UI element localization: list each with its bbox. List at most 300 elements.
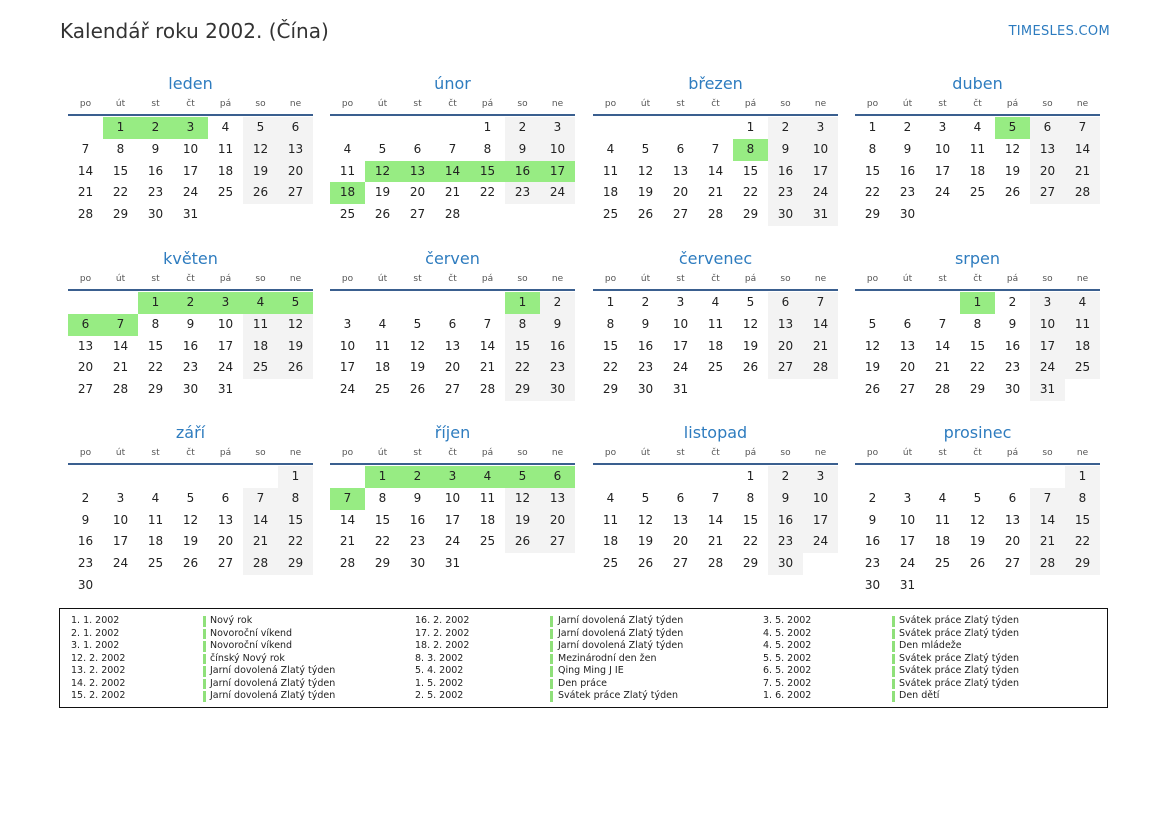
day-cell: 20 <box>77 360 94 375</box>
day-cell: 20 <box>217 534 234 549</box>
weekday-label: út <box>377 448 388 458</box>
day-cell: 5 <box>641 490 650 505</box>
day-cell: 17 <box>1030 336 1065 358</box>
day-cell: 23 <box>864 556 881 571</box>
day-cell: 11 <box>217 141 234 156</box>
day-cell: 4 <box>938 490 947 505</box>
day-cell: 11 <box>602 512 619 527</box>
month-name: květen <box>163 249 218 268</box>
day-cell: 4 <box>1065 292 1100 314</box>
day-cell: 3 <box>343 316 352 331</box>
day-cell: 18 <box>1065 336 1100 358</box>
day-cell: 17 <box>899 534 916 549</box>
day-cell: 22 <box>374 534 391 549</box>
day-cell: 1 <box>1065 466 1100 488</box>
holiday-day-cell: 13 <box>400 161 435 183</box>
day-cell: 20 <box>672 534 689 549</box>
day-cell: 30 <box>1004 382 1021 397</box>
day-cell: 15 <box>278 510 313 532</box>
weekday-label: po <box>341 99 354 109</box>
legend-color-bar <box>550 641 553 652</box>
legend-color-bar <box>550 679 553 690</box>
empty-cell <box>435 292 470 314</box>
empty-cell <box>330 292 365 314</box>
day-cell: 16 <box>147 163 164 178</box>
day-cell: 29 <box>742 556 759 571</box>
day-cell: 4 <box>221 120 230 134</box>
day-cell: 27 <box>409 207 426 222</box>
day-cell: 28 <box>77 207 94 222</box>
day-cell: 9 <box>413 490 422 505</box>
weekday-label: čt <box>448 99 457 109</box>
brand-link[interactable]: TIMESLES.COM <box>1008 24 1110 39</box>
weekday-label: so <box>1042 99 1053 109</box>
legend-holiday-name: Svátek práce Zlatý týden <box>899 665 1019 676</box>
day-cell: 19 <box>637 185 654 200</box>
month-září <box>68 422 313 597</box>
month-duben <box>855 73 1100 226</box>
day-cell: 12 <box>278 314 313 336</box>
day-cell: 17 <box>672 338 689 353</box>
day-cell: 26 <box>409 382 426 397</box>
day-cell: 30 <box>768 204 803 226</box>
weekday-label: pá <box>219 99 232 109</box>
legend-date: 1. 1. 2002 <box>71 615 120 626</box>
weekday-label: so <box>255 448 266 458</box>
day-grid <box>330 117 575 226</box>
legend-holiday-name: Jarní dovolená Zlatý týden <box>210 665 336 676</box>
holiday-day-cell: 1 <box>103 117 138 139</box>
day-cell: 12 <box>505 488 540 510</box>
day-cell: 30 <box>864 577 881 592</box>
day-cell: 9 <box>81 512 90 527</box>
day-cell: 21 <box>707 185 724 200</box>
empty-cell <box>925 292 960 314</box>
day-cell: 23 <box>637 360 654 375</box>
day-cell: 11 <box>339 163 356 178</box>
day-cell: 21 <box>1030 531 1065 553</box>
weekday-label: pá <box>219 448 232 458</box>
day-cell: 13 <box>217 512 234 527</box>
legend-holiday-name: Jarní dovolená Zlatý týden <box>210 677 336 689</box>
weekday-label: ne <box>551 99 564 109</box>
day-grid <box>593 117 838 226</box>
weekday-label: so <box>517 448 528 458</box>
weekday-header <box>855 445 1100 461</box>
day-cell: 29 <box>742 207 759 222</box>
legend-color-bar <box>550 654 553 665</box>
empty-cell <box>628 117 663 139</box>
day-cell: 12 <box>637 512 654 527</box>
day-cell: 21 <box>444 185 461 200</box>
day-cell: 3 <box>116 490 125 505</box>
weekday-label: čt <box>186 99 195 109</box>
legend-row <box>763 665 1103 678</box>
legend-row <box>415 690 755 703</box>
day-cell: 10 <box>672 316 689 331</box>
legend-holiday-name: Nový rok <box>210 615 253 626</box>
day-cell: 25 <box>707 360 724 375</box>
day-cell: 29 <box>602 382 619 397</box>
day-cell: 22 <box>479 185 496 200</box>
day-cell: 13 <box>899 338 916 353</box>
legend-date: 15. 2. 2002 <box>71 690 126 701</box>
month-name: červenec <box>678 249 753 268</box>
weekday-label: po <box>866 448 879 458</box>
day-cell: 2 <box>868 490 877 505</box>
day-cell: 26 <box>969 556 986 571</box>
empty-cell <box>628 466 663 488</box>
legend-color-bar <box>892 629 895 640</box>
weekday-label: pá <box>1006 448 1019 458</box>
legend-holiday-name: Jarní dovolená Zlatý týden <box>558 640 684 651</box>
day-cell: 17 <box>182 163 199 178</box>
weekday-label: ne <box>814 274 827 284</box>
month-name: říjen <box>434 423 471 442</box>
day-cell: 14 <box>934 338 951 353</box>
day-cell: 30 <box>182 382 199 397</box>
day-cell: 20 <box>899 360 916 375</box>
day-cell: 24 <box>182 185 199 200</box>
weekday-label: čt <box>711 99 720 109</box>
day-cell: 27 <box>540 531 575 553</box>
day-cell: 28 <box>112 382 129 397</box>
empty-cell <box>400 117 435 139</box>
day-grid <box>330 466 575 575</box>
day-cell: 25 <box>602 207 619 222</box>
day-cell: 4 <box>606 141 615 156</box>
day-grid <box>68 292 313 401</box>
day-cell: 20 <box>768 336 803 358</box>
day-grid <box>855 292 1100 401</box>
day-cell: 8 <box>116 141 125 156</box>
legend-color-bar <box>892 691 895 702</box>
day-cell: 31 <box>217 382 234 397</box>
day-cell: 17 <box>803 510 838 532</box>
day-cell: 9 <box>505 139 540 161</box>
day-cell: 26 <box>182 556 199 571</box>
day-cell: 15 <box>374 512 391 527</box>
header-rule <box>330 463 575 465</box>
legend-holiday-name: Svátek práce Zlatý týden <box>899 627 1019 639</box>
empty-cell <box>890 466 925 488</box>
weekday-label: út <box>640 448 651 458</box>
day-cell: 20 <box>540 510 575 532</box>
day-grid <box>593 292 838 401</box>
day-cell: 3 <box>803 117 838 139</box>
weekday-label: ne <box>814 448 827 458</box>
day-cell: 29 <box>969 382 986 397</box>
header-rule <box>593 463 838 465</box>
legend-color-bar <box>550 691 553 702</box>
day-cell: 27 <box>77 382 94 397</box>
day-cell: 10 <box>182 141 199 156</box>
day-cell: 25 <box>479 534 496 549</box>
weekday-header <box>68 96 313 112</box>
legend-date: 1. 6. 2002 <box>763 690 812 701</box>
day-cell: 2 <box>768 117 803 139</box>
day-cell: 20 <box>672 185 689 200</box>
weekday-label: ne <box>814 99 827 109</box>
empty-cell <box>243 466 278 488</box>
header-rule <box>68 463 313 465</box>
header-rule <box>330 289 575 291</box>
legend-holiday-name: Jarní dovolená Zlatý týden <box>558 615 684 626</box>
day-cell: 9 <box>186 316 195 331</box>
day-cell: 7 <box>1030 488 1065 510</box>
day-cell: 28 <box>1030 553 1065 575</box>
day-cell: 22 <box>505 357 540 379</box>
day-cell: 17 <box>217 338 234 353</box>
day-cell: 13 <box>672 163 689 178</box>
day-cell: 25 <box>934 556 951 571</box>
day-cell: 21 <box>934 360 951 375</box>
empty-cell <box>663 117 698 139</box>
day-grid <box>68 117 313 226</box>
day-cell: 1 <box>868 120 877 134</box>
day-grid <box>855 466 1100 597</box>
weekday-label: po <box>79 448 92 458</box>
day-cell: 24 <box>217 360 234 375</box>
weekday-header <box>330 445 575 461</box>
day-cell: 18 <box>934 534 951 549</box>
page-title: Kalendář roku 2002. (Čína) <box>60 19 329 43</box>
empty-cell <box>68 117 103 139</box>
day-cell: 8 <box>483 141 492 156</box>
day-cell: 29 <box>505 379 540 401</box>
legend-row <box>71 640 411 653</box>
legend-color-bar <box>550 666 553 677</box>
day-cell: 27 <box>217 556 234 571</box>
day-cell: 4 <box>151 490 160 505</box>
weekday-label: po <box>604 274 617 284</box>
holiday-day-cell: 2 <box>400 466 435 488</box>
day-cell: 5 <box>378 141 387 156</box>
empty-cell <box>470 292 505 314</box>
day-cell: 25 <box>147 556 164 571</box>
weekday-label: po <box>604 448 617 458</box>
day-cell: 12 <box>864 338 881 353</box>
weekday-label: po <box>79 274 92 284</box>
day-cell: 18 <box>479 512 496 527</box>
day-cell: 3 <box>803 466 838 488</box>
day-cell: 29 <box>278 553 313 575</box>
empty-cell <box>400 292 435 314</box>
day-cell: 27 <box>672 207 689 222</box>
legend-holiday-name: Den mládeže <box>899 640 962 651</box>
weekday-label: st <box>151 448 160 458</box>
legend-color-bar <box>892 666 895 677</box>
legend-date: 12. 2. 2002 <box>71 652 126 664</box>
day-cell: 18 <box>969 163 986 178</box>
legend-row <box>763 678 1103 691</box>
day-cell: 24 <box>1030 357 1065 379</box>
day-cell: 28 <box>1065 182 1100 204</box>
day-cell: 9 <box>768 139 803 161</box>
legend-row <box>763 628 1103 641</box>
empty-cell <box>103 292 138 314</box>
day-cell: 26 <box>278 357 313 379</box>
holiday-day-cell: 6 <box>68 314 103 336</box>
legend-color-bar <box>550 616 553 627</box>
header-rule <box>593 114 838 116</box>
day-cell: 9 <box>768 488 803 510</box>
legend-row <box>71 665 411 678</box>
day-cell: 8 <box>378 490 387 505</box>
day-cell: 19 <box>1004 163 1021 178</box>
legend-row <box>763 615 1103 628</box>
legend-row <box>415 640 755 653</box>
weekday-label: út <box>902 99 913 109</box>
holiday-day-cell: 4 <box>243 292 278 314</box>
month-říjen <box>330 422 575 575</box>
weekday-label: út <box>377 99 388 109</box>
day-cell: 16 <box>540 336 575 358</box>
legend-color-bar <box>550 629 553 640</box>
weekday-label: čt <box>448 448 457 458</box>
legend-holiday-name: Jarní dovolená Zlatý týden <box>210 690 336 701</box>
day-cell: 19 <box>409 360 426 375</box>
day-cell: 3 <box>676 295 685 309</box>
day-cell: 11 <box>147 512 164 527</box>
day-cell: 17 <box>803 161 838 183</box>
weekday-label: ne <box>289 448 302 458</box>
weekday-label: st <box>676 99 685 109</box>
empty-cell <box>698 117 733 139</box>
legend-date: 14. 2. 2002 <box>71 677 126 689</box>
holiday-day-cell: 12 <box>365 161 400 183</box>
empty-cell <box>960 466 995 488</box>
legend-date: 17. 2. 2002 <box>415 627 470 639</box>
day-cell: 28 <box>479 382 496 397</box>
day-cell: 6 <box>278 117 313 139</box>
legend-row <box>763 653 1103 666</box>
empty-cell <box>173 466 208 488</box>
holiday-day-cell: 8 <box>733 139 768 161</box>
day-cell: 3 <box>903 490 912 505</box>
legend-column <box>71 615 411 703</box>
weekday-label: st <box>413 274 422 284</box>
month-name: duben <box>952 74 1003 93</box>
legend-date: 6. 5. 2002 <box>763 665 812 676</box>
day-cell: 2 <box>540 292 575 314</box>
day-cell: 1 <box>278 466 313 488</box>
day-cell: 30 <box>540 379 575 401</box>
day-cell: 28 <box>444 207 461 222</box>
day-cell: 4 <box>606 490 615 505</box>
day-cell: 7 <box>711 490 720 505</box>
day-cell: 9 <box>151 141 160 156</box>
day-cell: 31 <box>672 382 689 397</box>
day-cell: 23 <box>147 185 164 200</box>
day-cell: 14 <box>479 338 496 353</box>
day-cell: 21 <box>112 360 129 375</box>
empty-cell <box>890 292 925 314</box>
day-grid <box>330 292 575 401</box>
day-cell: 13 <box>768 314 803 336</box>
header-rule <box>855 114 1100 116</box>
day-cell: 16 <box>637 338 654 353</box>
day-cell: 21 <box>803 336 838 358</box>
month-červenec <box>593 248 838 401</box>
day-grid <box>855 117 1100 226</box>
weekday-label: st <box>676 448 685 458</box>
weekday-label: čt <box>973 99 982 109</box>
day-cell: 7 <box>483 316 492 331</box>
day-cell: 26 <box>742 360 759 375</box>
day-cell: 5 <box>973 490 982 505</box>
weekday-header <box>68 445 313 461</box>
weekday-label: út <box>115 99 126 109</box>
month-červen <box>330 248 575 401</box>
weekday-label: pá <box>481 448 494 458</box>
day-cell: 8 <box>1065 488 1100 510</box>
empty-cell <box>208 466 243 488</box>
day-cell: 14 <box>339 512 356 527</box>
day-cell: 14 <box>1065 139 1100 161</box>
month-leden <box>68 73 313 226</box>
day-cell: 8 <box>606 316 615 331</box>
day-cell: 21 <box>707 534 724 549</box>
day-cell: 19 <box>374 185 391 200</box>
empty-cell <box>435 117 470 139</box>
weekday-header <box>330 271 575 287</box>
empty-cell <box>138 466 173 488</box>
day-cell: 13 <box>1004 512 1021 527</box>
day-cell: 18 <box>707 338 724 353</box>
day-cell: 9 <box>868 512 877 527</box>
weekday-label: pá <box>481 274 494 284</box>
weekday-label: po <box>866 274 879 284</box>
day-cell: 11 <box>479 490 496 505</box>
day-cell: 29 <box>374 556 391 571</box>
day-cell: 6 <box>1008 490 1017 505</box>
legend-date: 2. 5. 2002 <box>415 690 464 701</box>
day-cell: 19 <box>864 360 881 375</box>
day-cell: 7 <box>81 141 90 156</box>
month-name: listopad <box>683 423 748 442</box>
empty-cell <box>330 466 365 488</box>
weekday-label: st <box>413 99 422 109</box>
day-cell: 2 <box>505 117 540 139</box>
holiday-day-cell: 3 <box>435 466 470 488</box>
weekday-label: čt <box>973 274 982 284</box>
day-cell: 10 <box>899 512 916 527</box>
weekday-label: st <box>938 274 947 284</box>
weekday-label: so <box>1042 448 1053 458</box>
header-rule <box>855 289 1100 291</box>
day-cell: 23 <box>505 182 540 204</box>
legend-holiday-name: Den práce <box>558 677 608 689</box>
day-cell: 27 <box>1030 182 1065 204</box>
weekday-header <box>330 96 575 112</box>
day-cell: 25 <box>602 556 619 571</box>
legend-date: 4. 5. 2002 <box>763 627 812 639</box>
day-cell: 26 <box>1004 185 1021 200</box>
day-cell: 12 <box>409 338 426 353</box>
day-cell: 26 <box>637 556 654 571</box>
day-cell: 22 <box>112 185 129 200</box>
weekday-label: st <box>151 274 160 284</box>
day-cell: 1 <box>483 120 492 134</box>
legend-row <box>71 690 411 703</box>
day-cell: 10 <box>1030 314 1065 336</box>
day-cell: 9 <box>540 314 575 336</box>
weekday-label: ne <box>1076 274 1089 284</box>
holiday-day-cell: 5 <box>995 117 1030 139</box>
empty-cell <box>68 466 103 488</box>
weekday-label: pá <box>744 99 757 109</box>
